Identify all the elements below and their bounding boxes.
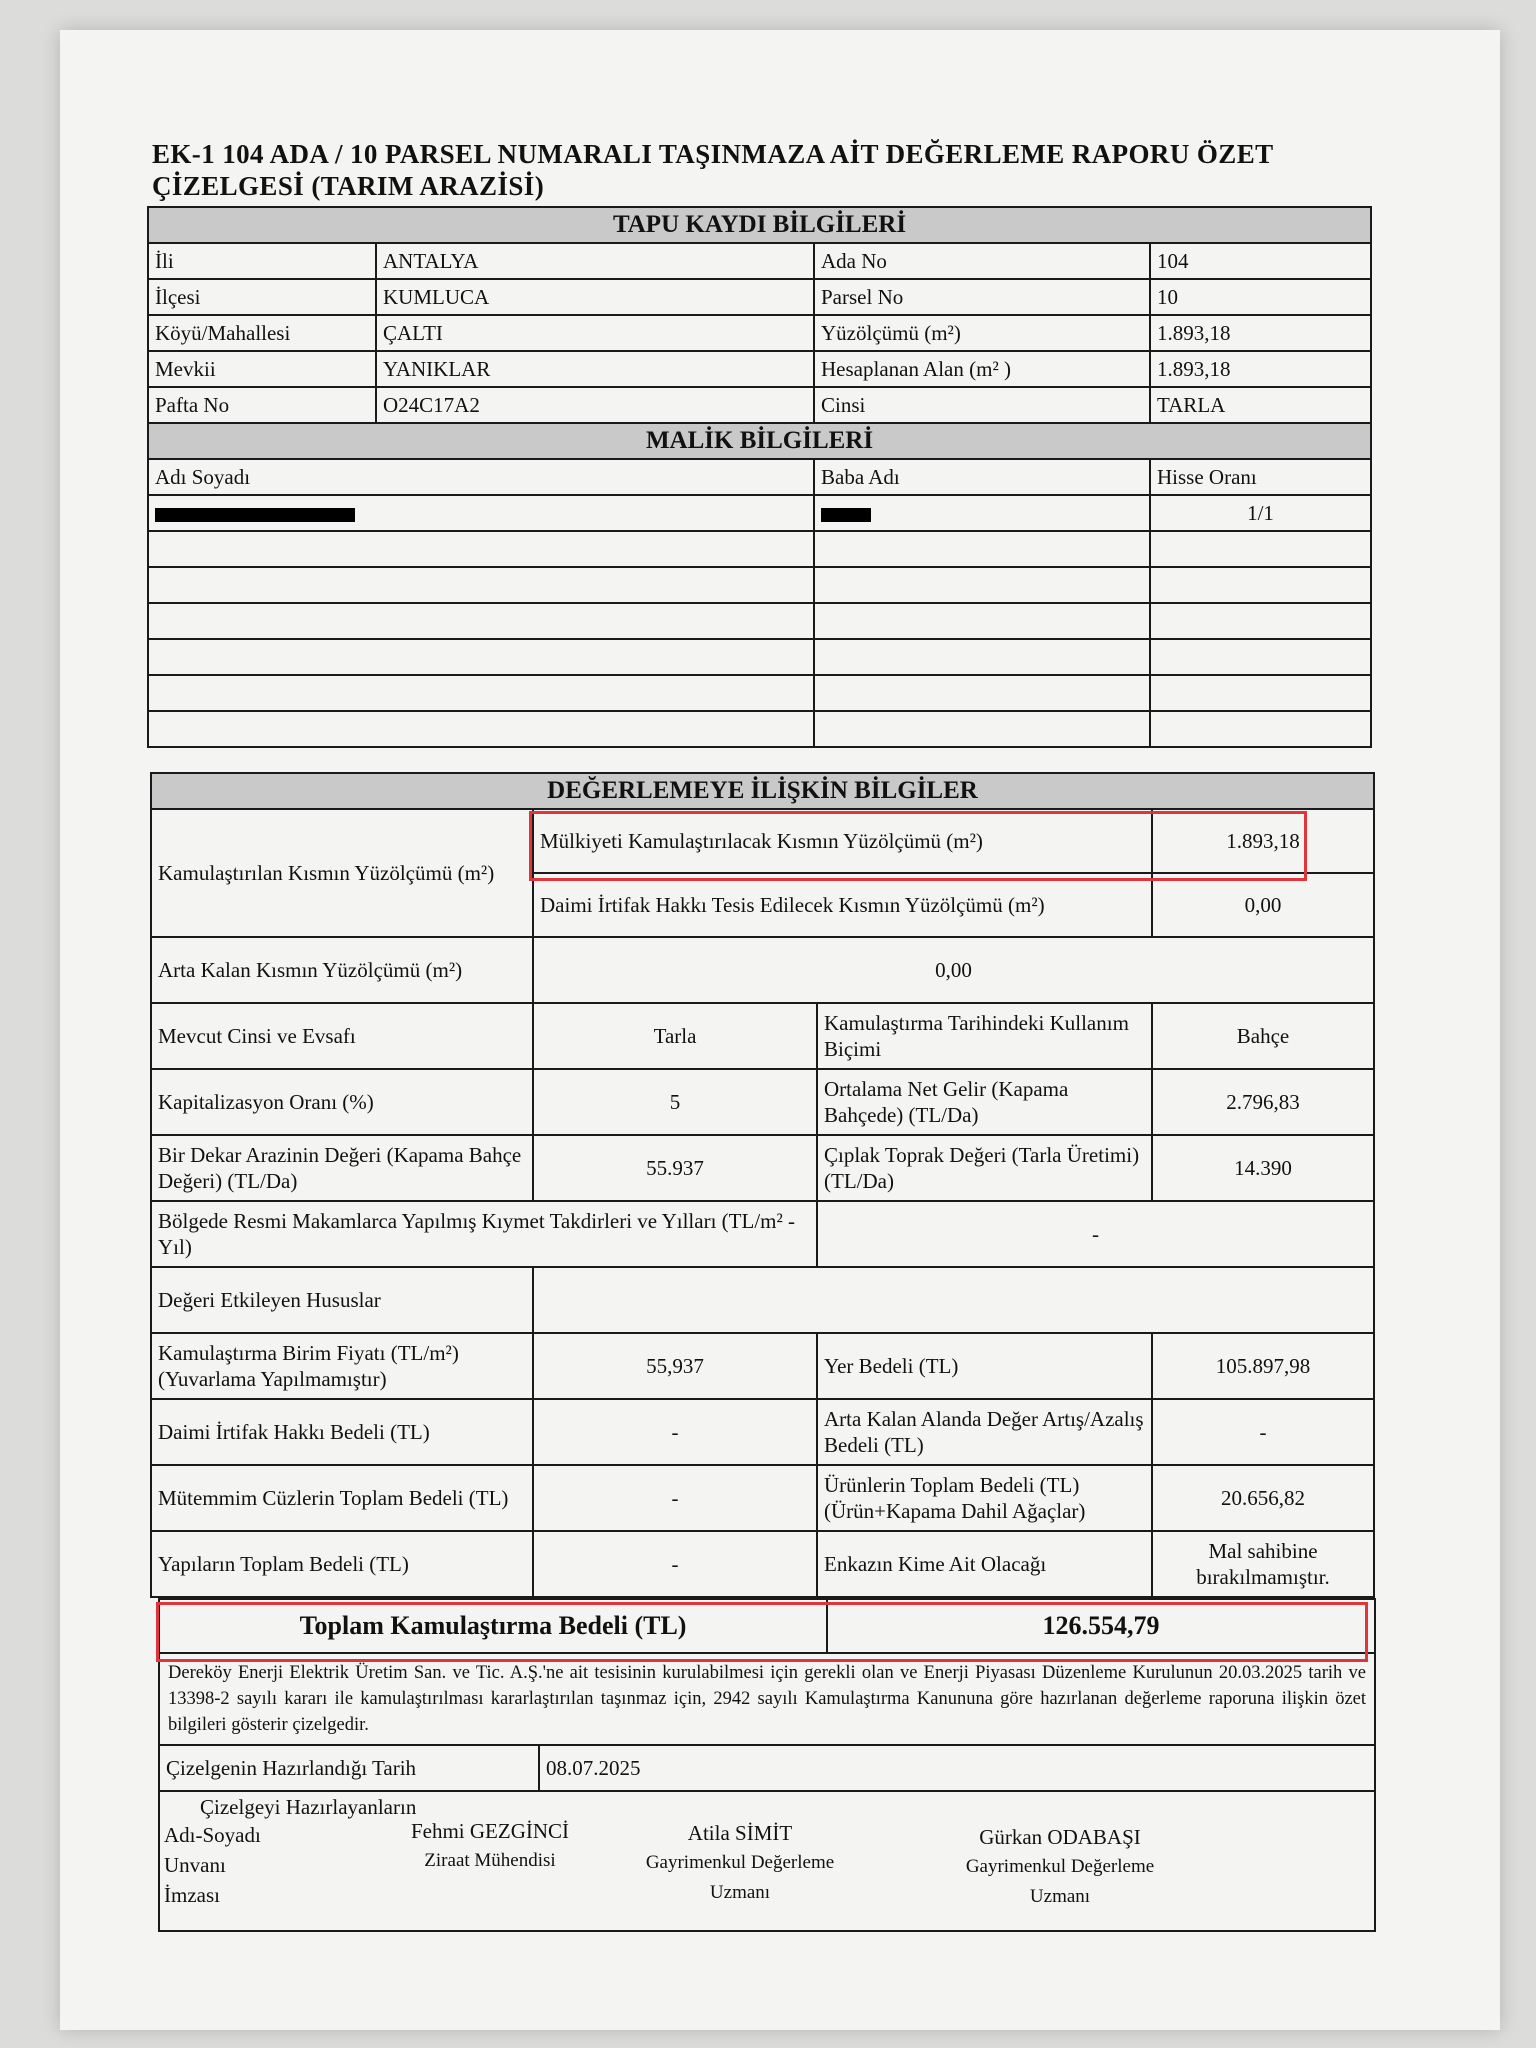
total-label: Toplam Kamulaştırma Bedeli (TL) bbox=[159, 1599, 827, 1653]
tapu-row bbox=[148, 315, 1371, 351]
tapu-value: 10 bbox=[1150, 279, 1371, 315]
mulkiyet-value: 1.893,18 bbox=[1152, 809, 1374, 873]
irtifak-value: 0,00 bbox=[1152, 873, 1374, 937]
label-ad: Adı-Soyadı bbox=[164, 1823, 261, 1847]
empty-row bbox=[148, 567, 1371, 603]
malik-name-header: Adı Soyadı bbox=[148, 459, 814, 495]
cins-value: Tarla bbox=[533, 1003, 817, 1069]
tapu-value: KUMLUCA bbox=[376, 279, 814, 315]
preparers-block bbox=[159, 1791, 1375, 1931]
tapu-value: 1.893,18 bbox=[1150, 315, 1371, 351]
document-title: EK-1 104 ADA / 10 PARSEL NUMARALI TAŞINMAZA AİT DEĞERLEME RAPORU ÖZET ÇİZELGESİ (TARIM ARAZİSİ) bbox=[152, 139, 1274, 201]
kiymet-takdir-label: Bölgede Resmi Makamlarca Yapılmış Kıymet Takdirleri ve Yılları (TL/m² - Yıl) bbox=[151, 1201, 817, 1267]
tarih-label: Çizelgenin Hazırlandığı Tarih bbox=[159, 1745, 539, 1791]
mutemmim-label: Mütemmim Cüzlerin Toplam Bedeli (TL) bbox=[151, 1465, 533, 1531]
tapu-value: 104 bbox=[1150, 243, 1371, 279]
tapu-value: ANTALYA bbox=[376, 243, 814, 279]
tapu-value: TARLA bbox=[1150, 387, 1371, 423]
kullanim-value: Bahçe bbox=[1152, 1003, 1374, 1069]
owner-name-redacted bbox=[148, 495, 814, 531]
artakalan-label: Arta Kalan Kısmın Yüzölçümü (m²) bbox=[151, 937, 533, 1003]
irtifak-bedeli-value: - bbox=[533, 1399, 817, 1465]
tapu-row bbox=[148, 243, 1371, 279]
label-unvan: Unvanı bbox=[164, 1853, 226, 1877]
urunler-label: Ürünlerin Toplam Bedeli (TL) (Ürün+Kapama Dahil Ağaçlar) bbox=[817, 1465, 1152, 1531]
deger-artis-label: Arta Kalan Alanda Değer Artış/Azalış Bedeli (TL) bbox=[817, 1399, 1152, 1465]
owner-share: 1/1 bbox=[1150, 495, 1371, 531]
birim-fiyat-label: Kamulaştırma Birim Fiyatı (TL/m²) (Yuvarlama Yapılmamıştır) bbox=[151, 1333, 533, 1399]
yer-bedeli-value: 105.897,98 bbox=[1152, 1333, 1374, 1399]
etkileyen-hususlar-value bbox=[533, 1267, 1374, 1333]
label-imza: İmzası bbox=[164, 1883, 220, 1907]
preparer-title: Uzmanı bbox=[709, 1882, 771, 1903]
kullanim-label: Kamulaştırma Tarihindeki Kullanım Biçimi bbox=[817, 1003, 1152, 1069]
kapitalizasyon-label: Kapitalizasyon Oranı (%) bbox=[151, 1069, 533, 1135]
yapilar-value: - bbox=[533, 1531, 817, 1597]
tapu-value: O24C17A2 bbox=[376, 387, 814, 423]
degerleme-section-header: DEĞERLEMEYE İLİŞKİN BİLGİLER bbox=[151, 773, 1374, 809]
tapu-value: 1.893,18 bbox=[1150, 351, 1371, 387]
tapu-section-header: TAPU KAYDI BİLGİLERİ bbox=[148, 207, 1371, 243]
kiymet-takdir-value: - bbox=[817, 1201, 1374, 1267]
irtifak-bedeli-label: Daimi İrtifak Hakkı Bedeli (TL) bbox=[151, 1399, 533, 1465]
empty-row bbox=[148, 639, 1371, 675]
tapu-label: Pafta No bbox=[148, 387, 376, 423]
urunler-value: 20.656,82 bbox=[1152, 1465, 1374, 1531]
dekar-deger-value: 55.937 bbox=[533, 1135, 817, 1201]
net-gelir-label: Ortalama Net Gelir (Kapama Bahçede) (TL/Da) bbox=[817, 1069, 1152, 1135]
malik-section-header: MALİK BİLGİLERİ bbox=[148, 423, 1371, 459]
preparer-title: Gayrimenkul Değerleme bbox=[965, 1856, 1155, 1877]
tapu-label: İli bbox=[148, 243, 376, 279]
empty-row bbox=[148, 531, 1371, 567]
tarih-value: 08.07.2025 bbox=[539, 1745, 1375, 1791]
tapu-label: Cinsi bbox=[814, 387, 1150, 423]
etkileyen-hususlar-label: Değeri Etkileyen Hususlar bbox=[151, 1267, 533, 1333]
preparer-title: Uzmanı bbox=[1029, 1886, 1091, 1907]
preparer-name: Fehmi GEZGİNCİ bbox=[410, 1819, 570, 1843]
net-gelir-value: 2.796,83 bbox=[1152, 1069, 1374, 1135]
kapitalizasyon-value: 5 bbox=[533, 1069, 817, 1135]
ciplak-toprak-label: Çıplak Toprak Değeri (Tarla Üretimi) (TL/Da) bbox=[817, 1135, 1152, 1201]
preparer-name: Gürkan ODABAŞI bbox=[979, 1825, 1141, 1849]
tapu-label: Yüzölçümü (m²) bbox=[814, 315, 1150, 351]
description-text: Dereköy Enerji Elektrik Üretim San. ve Tic. A.Ş.'ne ait tesisinin kurulabilmesi için gerekli olan ve Enerji Piyasası Düzenleme Kurulunun 20.03.2025 tarih ve 13398-2 sayılı kararı ile kamulaştırılması kararlaştırılan taşınmaz için, 2942 sayılı Kamulaştırma Kanununa göre hazırlanan değerleme raporuna ilişkin özet bilgileri gösterir çizelgedir. bbox=[159, 1653, 1375, 1745]
deger-artis-value: - bbox=[1152, 1399, 1374, 1465]
tapu-malik-table bbox=[147, 206, 1372, 748]
tapu-label: Ada No bbox=[814, 243, 1150, 279]
malik-father-header: Baba Adı bbox=[814, 459, 1150, 495]
preparers-header: Çizelgeyi Hazırlayanların bbox=[200, 1795, 417, 1819]
ciplak-toprak-value: 14.390 bbox=[1152, 1135, 1374, 1201]
irtifak-label: Daimi İrtifak Hakkı Tesis Edilecek Kısmın Yüzölçümü (m²) bbox=[533, 873, 1152, 937]
enkaz-label: Enkazın Kime Ait Olacağı bbox=[817, 1531, 1152, 1597]
preparer-title: Ziraat Mühendisi bbox=[424, 1850, 556, 1871]
enkaz-value: Mal sahibine bırakılmamıştır. bbox=[1152, 1531, 1374, 1597]
total-value: 126.554,79 bbox=[827, 1599, 1375, 1653]
owner-father-redacted bbox=[814, 495, 1150, 531]
tapu-row bbox=[148, 351, 1371, 387]
tapu-label: Mevkii bbox=[148, 351, 376, 387]
empty-row bbox=[148, 711, 1371, 747]
tapu-label: Köyü/Mahallesi bbox=[148, 315, 376, 351]
tapu-row bbox=[148, 279, 1371, 315]
yer-bedeli-label: Yer Bedeli (TL) bbox=[817, 1333, 1152, 1399]
mutemmim-value: - bbox=[533, 1465, 817, 1531]
tapu-label: Hesaplanan Alan (m² ) bbox=[814, 351, 1150, 387]
malik-share-header: Hisse Oranı bbox=[1150, 459, 1371, 495]
artakalan-value: 0,00 bbox=[533, 937, 1374, 1003]
birim-fiyat-value: 55,937 bbox=[533, 1333, 817, 1399]
empty-row bbox=[148, 603, 1371, 639]
tapu-label: Parsel No bbox=[814, 279, 1150, 315]
tapu-value: ÇALTI bbox=[376, 315, 814, 351]
dekar-deger-label: Bir Dekar Arazinin Değeri (Kapama Bahçe Değeri) (TL/Da) bbox=[151, 1135, 533, 1201]
yapilar-label: Yapıların Toplam Bedeli (TL) bbox=[151, 1531, 533, 1597]
tapu-value: YANIKLAR bbox=[376, 351, 814, 387]
cins-label: Mevcut Cinsi ve Evsafı bbox=[151, 1003, 533, 1069]
preparer-title: Gayrimenkul Değerleme bbox=[645, 1852, 835, 1873]
empty-row bbox=[148, 675, 1371, 711]
mulkiyet-label: Mülkiyeti Kamulaştırılacak Kısmın Yüzölçümü (m²) bbox=[533, 809, 1152, 873]
degerleme-table bbox=[150, 772, 1375, 1598]
tapu-row bbox=[148, 387, 1371, 423]
kamulastirilan-label: Kamulaştırılan Kısmın Yüzölçümü (m²) bbox=[151, 809, 533, 937]
total-footer-table bbox=[158, 1598, 1376, 1932]
preparer-name: Atila SİMİT bbox=[687, 1821, 793, 1845]
tapu-label: İlçesi bbox=[148, 279, 376, 315]
